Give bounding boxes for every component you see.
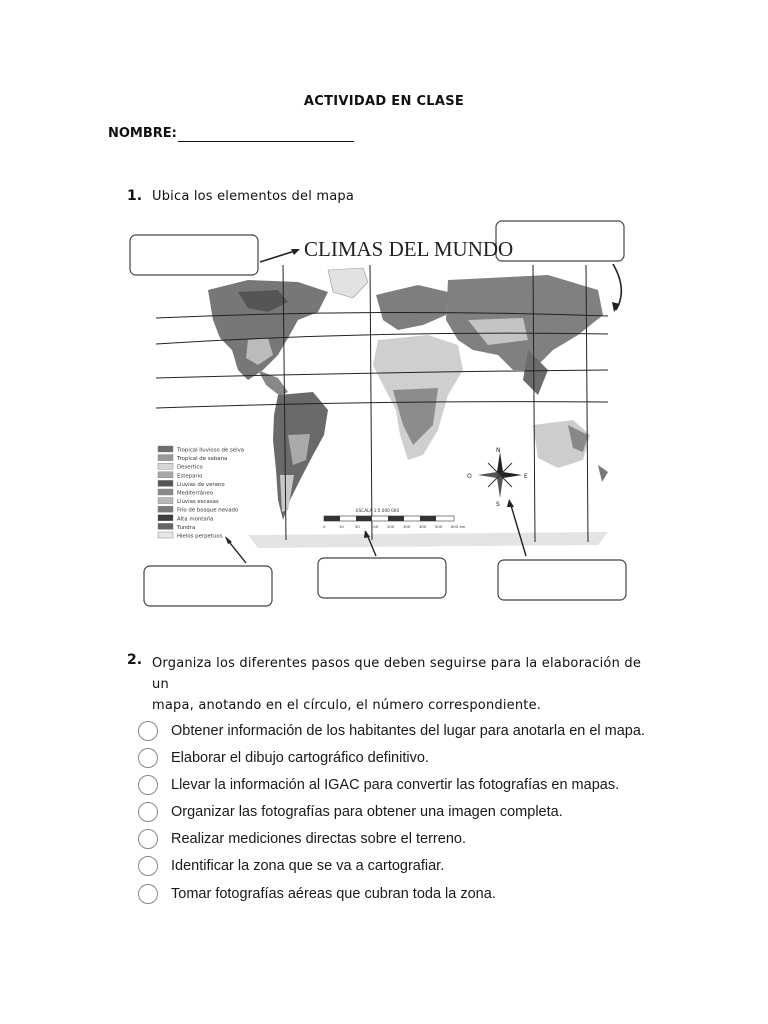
name-answer-line[interactable] xyxy=(178,141,354,142)
legend-label: Lluvias escasas xyxy=(177,499,219,506)
compass-e: E xyxy=(524,473,528,480)
answer-box-grid[interactable] xyxy=(496,221,624,261)
legend-label: Tundra xyxy=(177,524,196,531)
scale-tick-label: 50 xyxy=(355,524,360,529)
option-row xyxy=(138,719,645,743)
legend-swatch xyxy=(158,523,173,529)
option-text: Llevar la información al IGAC para convertir las fotografías en mapas. xyxy=(171,777,620,793)
question-2-text-line-2: mapa, anotando en el círculo, el número correspondiente. xyxy=(152,698,542,713)
arrow-title xyxy=(260,250,298,262)
legend-label: Tropical lluvioso de selva xyxy=(177,447,245,454)
option-text: Obtener información de los habitantes del lugar para anotarla en el mapa. xyxy=(171,723,645,739)
answer-box-legend[interactable] xyxy=(144,566,272,606)
answer-box-scale[interactable] xyxy=(318,558,446,598)
option-text: Tomar fotografías aéreas que cubran toda la zona. xyxy=(171,886,496,902)
legend-swatch xyxy=(158,498,173,504)
world-climate-map xyxy=(128,220,628,612)
answer-circle[interactable] xyxy=(138,802,158,822)
option-text: Realizar mediciones directas sobre el terreno. xyxy=(171,831,466,847)
answer-circle[interactable] xyxy=(138,856,158,876)
answer-circle[interactable] xyxy=(138,775,158,795)
question-1-number: 1. xyxy=(127,188,143,204)
legend-swatch xyxy=(158,489,173,495)
arrow-legend-head xyxy=(225,536,232,544)
option-row xyxy=(138,746,429,770)
legend-swatch xyxy=(158,446,173,452)
option-row xyxy=(138,854,444,878)
scale-bar xyxy=(323,508,466,529)
legend-label: Mediterráneo xyxy=(177,490,213,497)
answer-circle[interactable] xyxy=(138,829,158,849)
legend-swatch xyxy=(158,472,173,478)
legend-label: Frío de bosque nevado xyxy=(177,507,239,514)
legend-label: Tropical de sabana xyxy=(177,456,228,463)
option-row xyxy=(138,800,563,824)
compass-rose-icon xyxy=(467,447,528,508)
arrow-compass xyxy=(510,502,526,556)
page-title: ACTIVIDAD EN CLASE xyxy=(303,94,465,109)
answer-box-compass[interactable] xyxy=(498,560,626,600)
legend-swatch xyxy=(158,532,173,538)
legend-swatch xyxy=(158,463,173,469)
question-1-text: Ubica los elementos del mapa xyxy=(152,189,355,204)
legend-swatch xyxy=(158,506,173,512)
scale-tick-label: 200 xyxy=(387,524,395,529)
legend-label: Estepario xyxy=(177,473,203,480)
legend-swatch xyxy=(158,455,173,461)
scale-ticks xyxy=(323,524,466,529)
scale-tick-label: 500 xyxy=(435,524,443,529)
scale-tick-label: 300 xyxy=(403,524,411,529)
option-text: Elaborar el dibujo cartográfico definitivo. xyxy=(171,750,429,766)
compass-o: O xyxy=(467,473,472,480)
option-row xyxy=(138,827,466,851)
question-2-number: 2. xyxy=(127,652,143,668)
map-title: CLIMAS DEL MUNDO xyxy=(304,237,514,261)
answer-box-title[interactable] xyxy=(130,235,258,275)
answer-circle[interactable] xyxy=(138,721,158,741)
scale-label: ESCALA 1:5 000 000 xyxy=(356,508,400,513)
legend-label: Desertico xyxy=(177,464,203,471)
arrow-compass-head xyxy=(507,499,514,507)
question-2-text xyxy=(152,653,652,716)
compass-n: N xyxy=(496,447,501,454)
option-text: Organizar las fotografías para obtener una imagen completa. xyxy=(171,804,563,820)
option-row xyxy=(138,773,619,797)
scale-tick-label: 100 xyxy=(371,524,379,529)
name-label: NOMBRE: xyxy=(108,126,177,141)
scale-tick-label: 10 xyxy=(339,524,344,529)
scale-tick-label: 0 xyxy=(323,524,326,529)
option-row xyxy=(138,882,496,906)
legend-label: Hielos perpetuos xyxy=(177,533,223,540)
question-2-text-line-1: Organiza los diferentes pasos que deben seguirse para la elaboración de un xyxy=(152,656,642,692)
option-text: Identificar la zona que se va a cartografiar. xyxy=(171,858,445,874)
scale-tick-label: 600 km xyxy=(451,524,466,529)
legend-swatch xyxy=(158,480,173,486)
legend-label: Alta montaña xyxy=(177,516,214,523)
scale-tick-label: 400 xyxy=(419,524,427,529)
map-legend xyxy=(158,446,244,540)
legend-label: Lluvias de verano xyxy=(177,481,225,488)
legend-swatch xyxy=(158,515,173,521)
continents xyxy=(208,268,608,548)
answer-circle[interactable] xyxy=(138,748,158,768)
compass-s: S xyxy=(496,501,500,508)
answer-circle[interactable] xyxy=(138,884,158,904)
